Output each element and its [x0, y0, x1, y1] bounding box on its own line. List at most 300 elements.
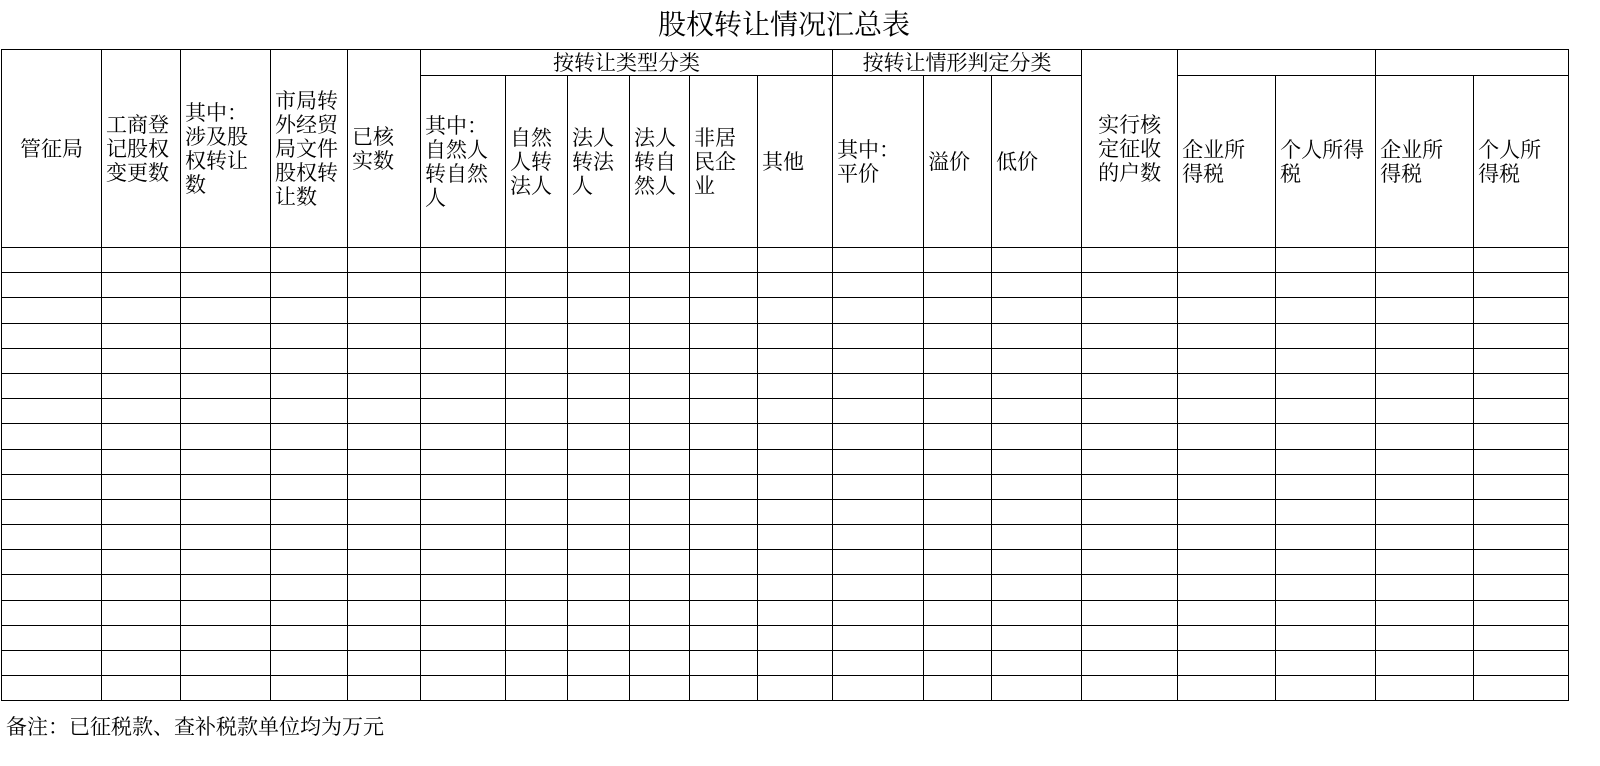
table-cell [1276, 474, 1376, 499]
table-row [2, 248, 1569, 273]
table-cell [568, 625, 630, 650]
table-cell [421, 348, 506, 373]
table-cell [1082, 474, 1178, 499]
table-cell [181, 600, 271, 625]
table-cell [992, 676, 1082, 701]
document-title: 股权转让情况汇总表 [657, 8, 910, 41]
table-cell [1474, 298, 1569, 323]
table-cell [1082, 575, 1178, 600]
table-cell [1276, 550, 1376, 575]
table-cell [506, 474, 568, 499]
table-cell [690, 676, 758, 701]
table-cell [271, 399, 348, 424]
table-cell [348, 248, 421, 273]
table-cell [992, 273, 1082, 298]
table-cell [421, 449, 506, 474]
table-cell [1178, 550, 1276, 575]
table-cell [1376, 550, 1474, 575]
table-cell [506, 676, 568, 701]
table-cell [181, 348, 271, 373]
table-cell [924, 499, 992, 524]
table-cell [630, 273, 690, 298]
table-cell [181, 525, 271, 550]
table-cell [1474, 373, 1569, 398]
table-cell [630, 323, 690, 348]
table-cell [102, 499, 181, 524]
table-cell [1082, 499, 1178, 524]
table-cell [181, 323, 271, 348]
group-header-by-situation: 按转让情形判定分类 [833, 50, 1082, 76]
table-cell [421, 399, 506, 424]
table-cell [630, 600, 690, 625]
header-discount: 低价 [992, 76, 1082, 248]
table-cell [833, 399, 924, 424]
table-cell [421, 248, 506, 273]
table-cell [1082, 550, 1178, 575]
table-cell [1178, 298, 1276, 323]
table-cell [1376, 399, 1474, 424]
table-cell [690, 449, 758, 474]
table-cell [1082, 399, 1178, 424]
header-city-bureau-files: 市局转 外经贸 局文件 股权转 让数 [271, 50, 348, 248]
table-cell [1474, 550, 1569, 575]
table-cell [758, 399, 833, 424]
table-cell [833, 323, 924, 348]
table-cell [1178, 474, 1276, 499]
table-cell [758, 676, 833, 701]
header-row-top [2, 50, 1569, 76]
table-cell [924, 323, 992, 348]
table-cell [833, 273, 924, 298]
table-cell [1178, 525, 1276, 550]
table-cell [568, 676, 630, 701]
table-cell [568, 373, 630, 398]
table-cell [1276, 399, 1376, 424]
table-cell [833, 575, 924, 600]
header-verified: 已核 实数 [348, 50, 421, 248]
table-cell [568, 550, 630, 575]
table-header [2, 50, 1569, 248]
table-cell [630, 399, 690, 424]
table-cell [1276, 575, 1376, 600]
table-cell [630, 525, 690, 550]
table-cell [1178, 625, 1276, 650]
table-cell [506, 575, 568, 600]
table-cell [1082, 424, 1178, 449]
table-cell [630, 625, 690, 650]
header-non-resident: 非居 民企 业 [690, 76, 758, 248]
table-cell [924, 474, 992, 499]
table-cell [271, 525, 348, 550]
table-cell [630, 575, 690, 600]
table-cell [568, 449, 630, 474]
table-row [2, 625, 1569, 650]
table-cell [924, 550, 992, 575]
table-cell [102, 449, 181, 474]
table-cell [181, 298, 271, 323]
table-cell [102, 625, 181, 650]
table-body [2, 248, 1569, 701]
table-cell [1474, 600, 1569, 625]
table-cell [833, 550, 924, 575]
table-cell [181, 651, 271, 676]
table-cell [833, 474, 924, 499]
table-row [2, 449, 1569, 474]
header-premium: 溢价 [924, 76, 992, 248]
table-cell [271, 298, 348, 323]
table-cell [271, 651, 348, 676]
table-cell [102, 651, 181, 676]
table-cell [1376, 600, 1474, 625]
table-cell [102, 348, 181, 373]
table-cell [1474, 449, 1569, 474]
table-cell [421, 424, 506, 449]
table-cell [1178, 399, 1276, 424]
table-cell [1276, 248, 1376, 273]
table-cell [1474, 323, 1569, 348]
table-cell [421, 676, 506, 701]
table-cell [1082, 348, 1178, 373]
table-cell [690, 600, 758, 625]
table-row [2, 550, 1569, 575]
table-cell [924, 575, 992, 600]
table-cell [348, 625, 421, 650]
table-cell [506, 273, 568, 298]
table-cell [181, 676, 271, 701]
table-cell [924, 399, 992, 424]
table-cell [1474, 424, 1569, 449]
table-cell [1082, 323, 1178, 348]
table-cell [102, 273, 181, 298]
table-cell [1082, 298, 1178, 323]
table-row [2, 273, 1569, 298]
table-cell [1474, 474, 1569, 499]
table-cell [758, 323, 833, 348]
table-cell [1474, 651, 1569, 676]
table-cell [1376, 348, 1474, 373]
table-cell [690, 474, 758, 499]
table-cell [1082, 373, 1178, 398]
table-cell [102, 373, 181, 398]
group-header-blank-b [1376, 50, 1569, 76]
table-cell [758, 651, 833, 676]
table-cell [348, 373, 421, 398]
table-cell [348, 651, 421, 676]
table-cell [833, 248, 924, 273]
table-cell [758, 373, 833, 398]
table-cell [506, 323, 568, 348]
table-cell [181, 474, 271, 499]
table-cell [690, 550, 758, 575]
table-row [2, 323, 1569, 348]
table-cell [1178, 575, 1276, 600]
header-parity: 其中： 平价 [833, 76, 924, 248]
table-row [2, 651, 1569, 676]
table-cell [568, 600, 630, 625]
table-cell [348, 323, 421, 348]
group-header-blank-a [1178, 50, 1376, 76]
header-individual-tax-b: 个人所 得税 [1474, 76, 1569, 248]
table-cell [1276, 373, 1376, 398]
table-cell [992, 424, 1082, 449]
table-cell [421, 575, 506, 600]
table-cell [2, 651, 102, 676]
table-cell [348, 399, 421, 424]
table-row [2, 525, 1569, 550]
summary-table [1, 49, 1569, 701]
table-cell [181, 399, 271, 424]
table-cell [1082, 651, 1178, 676]
table-cell [1474, 399, 1569, 424]
table-cell [568, 525, 630, 550]
table-cell [630, 474, 690, 499]
table-cell [1082, 248, 1178, 273]
table-cell [1376, 525, 1474, 550]
table-cell [348, 525, 421, 550]
table-cell [924, 600, 992, 625]
table-cell [271, 424, 348, 449]
table-cell [1082, 676, 1178, 701]
table-cell [1474, 676, 1569, 701]
table-cell [1178, 273, 1276, 298]
table-cell [992, 323, 1082, 348]
table-cell [2, 273, 102, 298]
table-cell [421, 474, 506, 499]
table-cell [630, 499, 690, 524]
table-cell [506, 499, 568, 524]
table-cell [506, 348, 568, 373]
table-cell [924, 525, 992, 550]
header-corporate-tax-a: 企业所 得税 [1178, 76, 1276, 248]
table-cell [348, 676, 421, 701]
table-cell [421, 373, 506, 398]
table-row [2, 399, 1569, 424]
table-cell [568, 499, 630, 524]
table-cell [1474, 248, 1569, 273]
table-cell [421, 273, 506, 298]
table-cell [2, 474, 102, 499]
table-cell [833, 600, 924, 625]
table-cell [1082, 449, 1178, 474]
table-cell [1376, 474, 1474, 499]
table-cell [2, 525, 102, 550]
table-cell [421, 600, 506, 625]
table-cell [1178, 499, 1276, 524]
table-cell [992, 525, 1082, 550]
table-cell [568, 575, 630, 600]
table-cell [271, 676, 348, 701]
table-cell [924, 676, 992, 701]
table-cell [992, 399, 1082, 424]
table-cell [506, 600, 568, 625]
header-assessed-households: 实行核 定征收 的户数 [1082, 50, 1178, 248]
table-cell [833, 651, 924, 676]
table-cell [924, 273, 992, 298]
table-cell [421, 323, 506, 348]
table-cell [2, 449, 102, 474]
table-cell [1276, 676, 1376, 701]
table-cell [271, 625, 348, 650]
table-cell [630, 424, 690, 449]
table-cell [758, 525, 833, 550]
table-cell [1474, 499, 1569, 524]
table-cell [1276, 525, 1376, 550]
table-cell [924, 651, 992, 676]
table-cell [924, 298, 992, 323]
table-cell [568, 474, 630, 499]
table-cell [1276, 273, 1376, 298]
table-cell [1178, 373, 1276, 398]
table-cell [924, 348, 992, 373]
table-cell [1376, 499, 1474, 524]
table-cell [2, 248, 102, 273]
footnote: 备注：已征税款、查补税款单位均为万元 [6, 715, 384, 739]
header-individual-tax-a: 个人所得 税 [1276, 76, 1376, 248]
table-cell [1376, 424, 1474, 449]
table-row [2, 348, 1569, 373]
table-cell [992, 499, 1082, 524]
table-cell [348, 600, 421, 625]
table-cell [102, 474, 181, 499]
table-cell [568, 273, 630, 298]
table-cell [568, 651, 630, 676]
table-cell [506, 399, 568, 424]
table-cell [992, 600, 1082, 625]
table-row [2, 373, 1569, 398]
table-cell [102, 676, 181, 701]
table-cell [1376, 298, 1474, 323]
table-cell [758, 273, 833, 298]
table-cell [2, 575, 102, 600]
table-cell [758, 625, 833, 650]
table-cell [271, 550, 348, 575]
table-cell [181, 499, 271, 524]
table-cell [1376, 625, 1474, 650]
table-cell [181, 550, 271, 575]
table-cell [348, 474, 421, 499]
table-cell [924, 373, 992, 398]
table-cell [690, 373, 758, 398]
table-cell [421, 550, 506, 575]
table-cell [1178, 600, 1276, 625]
table-cell [758, 424, 833, 449]
table-cell [348, 298, 421, 323]
table-cell [421, 525, 506, 550]
table-cell [271, 373, 348, 398]
table-cell [421, 651, 506, 676]
table-cell [630, 348, 690, 373]
table-cell [506, 651, 568, 676]
table-cell [758, 600, 833, 625]
table-cell [833, 525, 924, 550]
header-corporate-tax-b: 企业所 得税 [1376, 76, 1474, 248]
table-cell [758, 474, 833, 499]
table-cell [833, 625, 924, 650]
table-cell [271, 248, 348, 273]
table-cell [102, 424, 181, 449]
table-row [2, 600, 1569, 625]
table-cell [992, 550, 1082, 575]
table-cell [506, 525, 568, 550]
header-legal-to-legal: 法人 转法 人 [568, 76, 630, 248]
table-cell [1276, 424, 1376, 449]
table-cell [992, 298, 1082, 323]
table-cell [102, 248, 181, 273]
table-cell [758, 550, 833, 575]
table-cell [630, 298, 690, 323]
table-cell [181, 373, 271, 398]
table-row [2, 474, 1569, 499]
table-cell [181, 625, 271, 650]
table-cell [992, 449, 1082, 474]
table-cell [924, 449, 992, 474]
table-cell [1178, 323, 1276, 348]
table-cell [992, 248, 1082, 273]
table-cell [833, 499, 924, 524]
table-cell [2, 323, 102, 348]
table-cell [181, 449, 271, 474]
table-cell [1178, 651, 1276, 676]
table-cell [1276, 348, 1376, 373]
table-cell [690, 499, 758, 524]
table-cell [568, 248, 630, 273]
table-cell [690, 298, 758, 323]
table-cell [1276, 298, 1376, 323]
table-cell [758, 575, 833, 600]
table-cell [271, 575, 348, 600]
table-cell [102, 525, 181, 550]
table-cell [1276, 651, 1376, 676]
table-cell [568, 323, 630, 348]
table-cell [630, 373, 690, 398]
table-cell [271, 273, 348, 298]
table-cell [1376, 373, 1474, 398]
table-cell [1474, 273, 1569, 298]
table-cell [1474, 348, 1569, 373]
table-cell [348, 348, 421, 373]
table-cell [690, 625, 758, 650]
table-cell [568, 424, 630, 449]
table-cell [181, 424, 271, 449]
table-cell [690, 248, 758, 273]
table-cell [102, 550, 181, 575]
table-cell [758, 348, 833, 373]
table-cell [924, 248, 992, 273]
table-cell [924, 625, 992, 650]
table-cell [833, 424, 924, 449]
table-cell [1276, 600, 1376, 625]
table-cell [568, 348, 630, 373]
table-cell [690, 399, 758, 424]
table-cell [181, 273, 271, 298]
table-cell [1376, 575, 1474, 600]
table-cell [1178, 348, 1276, 373]
table-cell [348, 499, 421, 524]
table-cell [1082, 600, 1178, 625]
table-cell [630, 676, 690, 701]
table-cell [630, 550, 690, 575]
table-cell [1082, 273, 1178, 298]
table-cell [992, 575, 1082, 600]
header-involving-transfers: 其中： 涉及股 权转让 数 [181, 50, 271, 248]
table-cell [690, 651, 758, 676]
table-cell [102, 399, 181, 424]
table-cell [758, 499, 833, 524]
header-tax-authority: 管征局 [2, 50, 102, 248]
table-cell [2, 499, 102, 524]
table-cell [506, 625, 568, 650]
table-cell [833, 676, 924, 701]
